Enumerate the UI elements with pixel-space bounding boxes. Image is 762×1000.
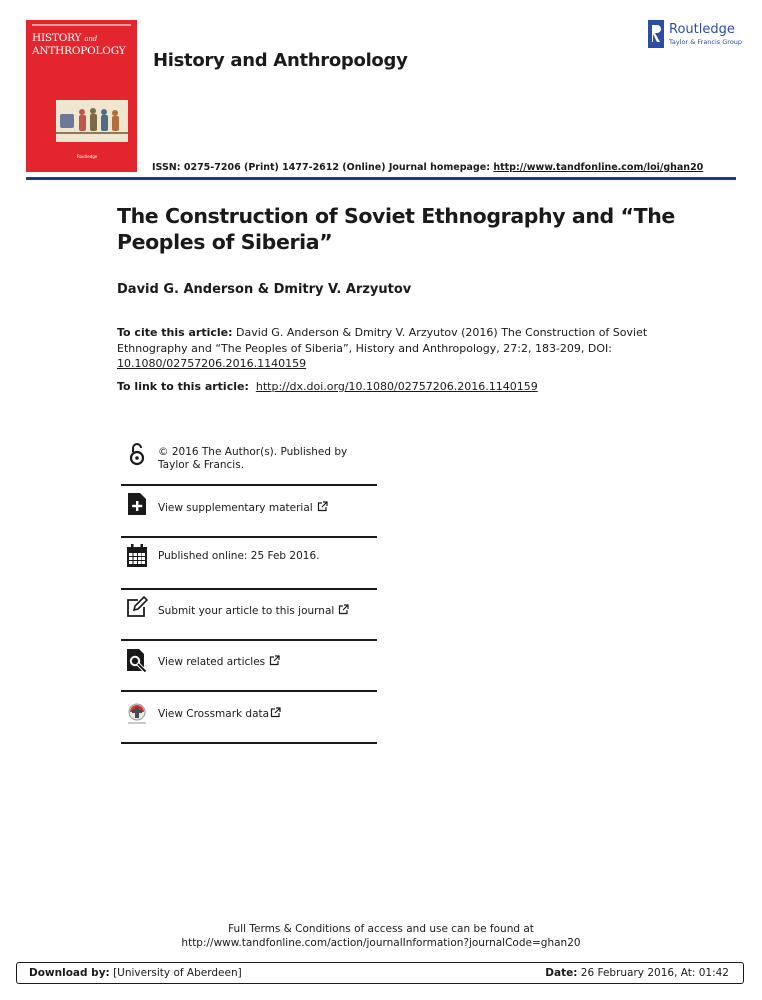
- item-divider: [121, 742, 377, 744]
- article-link-label: To link to this article:: [117, 380, 249, 393]
- submit-article-item[interactable]: [121, 596, 377, 642]
- download-date-label: Date:: [545, 967, 578, 979]
- supplementary-file-icon: [126, 492, 148, 516]
- related-articles-item[interactable]: [121, 648, 377, 694]
- citation-label: To cite this article:: [117, 326, 233, 339]
- publisher-subtitle: Taylor & Francis Group: [669, 38, 743, 46]
- external-link-icon: [269, 655, 280, 666]
- published-online-item: [121, 544, 377, 590]
- cover-title-and: and: [84, 35, 97, 43]
- external-link-icon: [270, 707, 281, 718]
- external-link-icon: [317, 501, 328, 512]
- issn-label: ISSN: 0275-7206 (Print) 1477-2612 (Online) Journal homepage:: [152, 162, 490, 173]
- journal-title[interactable]: History and Anthropology: [153, 50, 408, 71]
- download-date: [545, 967, 729, 979]
- external-link-icon: [338, 604, 349, 615]
- related-search-icon: [126, 648, 148, 672]
- related-articles-link[interactable]: View related articles: [158, 655, 380, 669]
- open-access-item: [121, 440, 377, 486]
- crossmark-link[interactable]: View Crossmark data: [158, 707, 380, 721]
- download-by: [29, 967, 242, 979]
- article-title-line1: The Construction of Soviet Ethnography and “The: [117, 204, 675, 228]
- citation-block: [117, 325, 657, 372]
- terms-link[interactable]: http://www.tandfonline.com/action/journalInformation?journalCode=ghan20: [181, 937, 581, 949]
- download-by-label: Download by:: [29, 967, 110, 979]
- download-info-bar: [16, 962, 744, 984]
- article-title-line2: Peoples of Siberia”: [117, 230, 333, 254]
- edit-pencil-icon: [126, 596, 148, 620]
- article-doi-link[interactable]: http://dx.doi.org/10.1080/02757206.2016.1140159: [255, 380, 538, 393]
- cover-header-line: [32, 24, 131, 26]
- publisher-name: Routledge: [669, 22, 735, 37]
- item-divider: [121, 639, 377, 641]
- citation-text: David G. Anderson & Dmitry V. Arzyutov (2016) The Construction of Soviet Ethnography and “The Peoples of Siberia”, History and Anthropology, 27:2, 183-209, DOI:: [117, 326, 648, 355]
- crossmark-item[interactable]: [121, 700, 377, 746]
- journal-cover-image[interactable]: [26, 20, 137, 172]
- published-online-text: Published online: 25 Feb 2016.: [158, 550, 320, 562]
- item-divider: [121, 588, 377, 590]
- item-divider: [121, 690, 377, 692]
- terms-text: Full Terms & Conditions of access and use can be found at: [228, 923, 534, 935]
- supplementary-material-link[interactable]: View supplementary material: [158, 501, 380, 515]
- cover-title-line1: HISTORY: [32, 32, 82, 44]
- journal-homepage-link[interactable]: http://www.tandfonline.com/loi/ghan20: [493, 162, 704, 173]
- cover-title-line2: ANTHROPOLOGY: [32, 45, 126, 57]
- item-divider: [121, 484, 377, 486]
- header-divider: [26, 177, 736, 180]
- article-authors: David G. Anderson & Dmitry V. Arzyutov: [117, 282, 412, 297]
- terms-footer: [0, 922, 762, 950]
- article-title: [117, 203, 677, 255]
- submit-article-link[interactable]: Submit your article to this journal: [158, 604, 380, 618]
- calendar-icon: [126, 544, 148, 568]
- download-date-value: 26 February 2016, At: 01:42: [580, 967, 729, 979]
- item-divider: [121, 536, 377, 538]
- citation-doi-link[interactable]: 10.1080/02757206.2016.1140159: [117, 357, 307, 370]
- download-by-value: [University of Aberdeen]: [113, 967, 242, 979]
- article-link-line: [117, 380, 538, 393]
- open-access-text: © 2016 The Author(s). Published by Taylor & Francis.: [158, 446, 348, 471]
- cover-publisher: Routledge: [77, 154, 98, 159]
- issn-line: [152, 162, 703, 173]
- crossmark-icon: [126, 702, 148, 726]
- routledge-r-icon: [648, 20, 664, 48]
- cover-illustration: [56, 100, 128, 142]
- cover-title: [32, 32, 136, 57]
- open-access-lock-icon: [126, 442, 148, 466]
- supplementary-material-item[interactable]: [121, 492, 377, 538]
